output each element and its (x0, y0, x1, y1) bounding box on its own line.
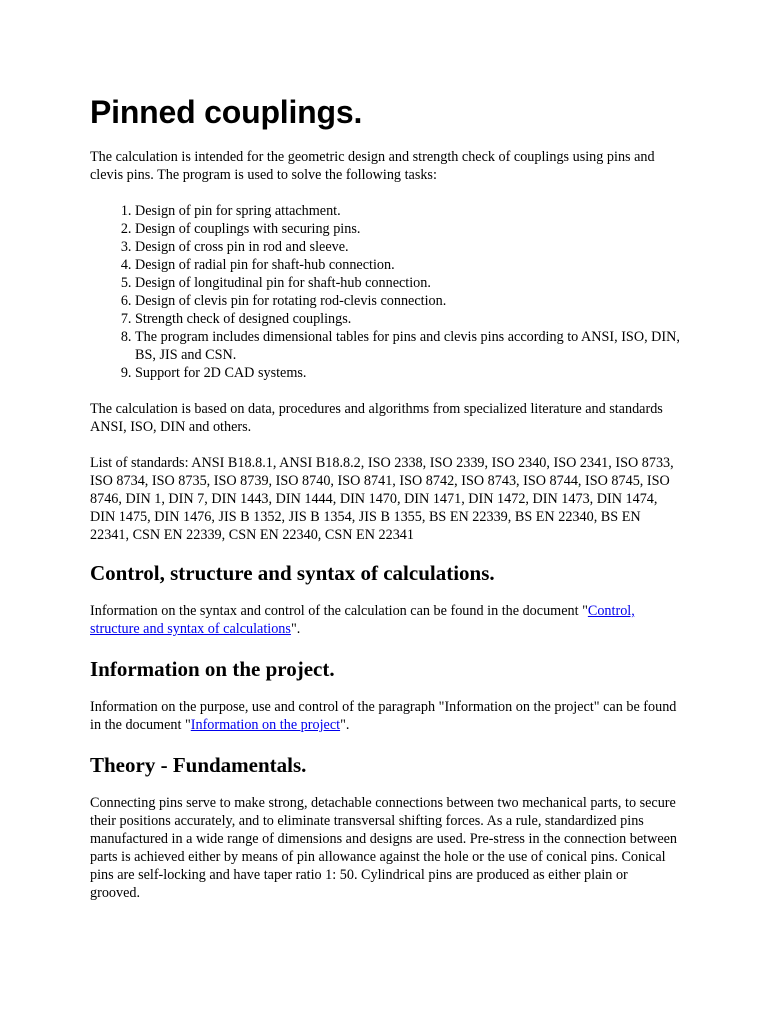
control-paragraph (90, 602, 680, 638)
project-paragraph (90, 698, 680, 734)
list-item: 2. Design of couplings with securing pins. (135, 220, 680, 238)
control-text-after: ". (290, 621, 301, 637)
list-item: 8. The program includes dimensional tables for pins and clevis pins according to ANSI, ISO, DIN, BS, JIS and CSN. (135, 328, 680, 364)
list-item: 4. Design of radial pin for shaft-hub connection. (135, 256, 680, 274)
page-title: Pinned couplings. (90, 94, 363, 130)
control-text-before: Information on the syntax and control of the calculation can be found in the document " (90, 603, 588, 619)
task-list (90, 202, 680, 382)
standards-paragraph: List of standards: ANSI B18.8.1, ANSI B18.8.2, ISO 2338, ISO 2339, ISO 2340, ISO 2341, ISO 8733, ISO 8734, ISO 8735, ISO 8739, ISO 8740, ISO 8741, ISO 8742, ISO 8743, ISO 8744, ISO 8745, ISO 8746, DIN 1, DIN 7, DIN 1443, DIN 1444, DIN 1470, DIN 1471, DIN 1472, DIN 1473, DIN 1474, DIN 1475, DIN 1476, JIS B 1352, JIS B 1354, JIS B 1355, BS EN 22339, BS EN 22340, BS EN 22341, CSN EN 22339, CSN EN 22340, CSN EN 22341 (90, 455, 674, 543)
project-text-before: Information on the purpose, use and control of the paragraph "Information on the project" can be found in the document " (90, 699, 677, 733)
basis-paragraph: The calculation is based on data, procedures and algorithms from specialized literature and standards ANSI, ISO, DIN and others. (90, 401, 663, 435)
project-info-link[interactable]: Information on the project (190, 717, 341, 733)
list-item: 9. Support for 2D CAD systems. (135, 364, 680, 382)
project-text-after: ". (340, 717, 350, 733)
list-item: 7. Strength check of designed couplings. (135, 310, 680, 328)
list-item: 5. Design of longitudinal pin for shaft-hub connection. (135, 274, 680, 292)
intro-paragraph: The calculation is intended for the geometric design and strength check of couplings using pins and clevis pins. The program is used to solve the following tasks: (90, 149, 655, 183)
list-item: 6. Design of clevis pin for rotating rod-clevis connection. (135, 292, 680, 310)
list-item: 3. Design of cross pin in rod and sleeve. (135, 238, 680, 256)
section-heading-control: Control, structure and syntax of calculations. (90, 561, 495, 585)
document-page (90, 92, 680, 920)
section-heading-theory: Theory - Fundamentals. (90, 753, 307, 777)
control-structure-link[interactable]: Control, structure and syntax of calculations (90, 603, 635, 637)
list-item: 1. Design of pin for spring attachment. (135, 202, 680, 220)
theory-paragraph: Connecting pins serve to make strong, detachable connections between two mechanical parts, to secure their positions accurately, and to eliminate transversal shifting forces. As a rule, standardized pins manufactured in a wide range of dimensions and designs are used. Pre-stress in the connection between parts is achieved either by means of pin allowance against the hole or the use of conical pins. Conical pins are self-locking and have taper ratio 1: 50. Cylindrical pins are produced as either plain or grooved. (90, 795, 678, 901)
section-heading-project: Information on the project. (90, 657, 335, 681)
